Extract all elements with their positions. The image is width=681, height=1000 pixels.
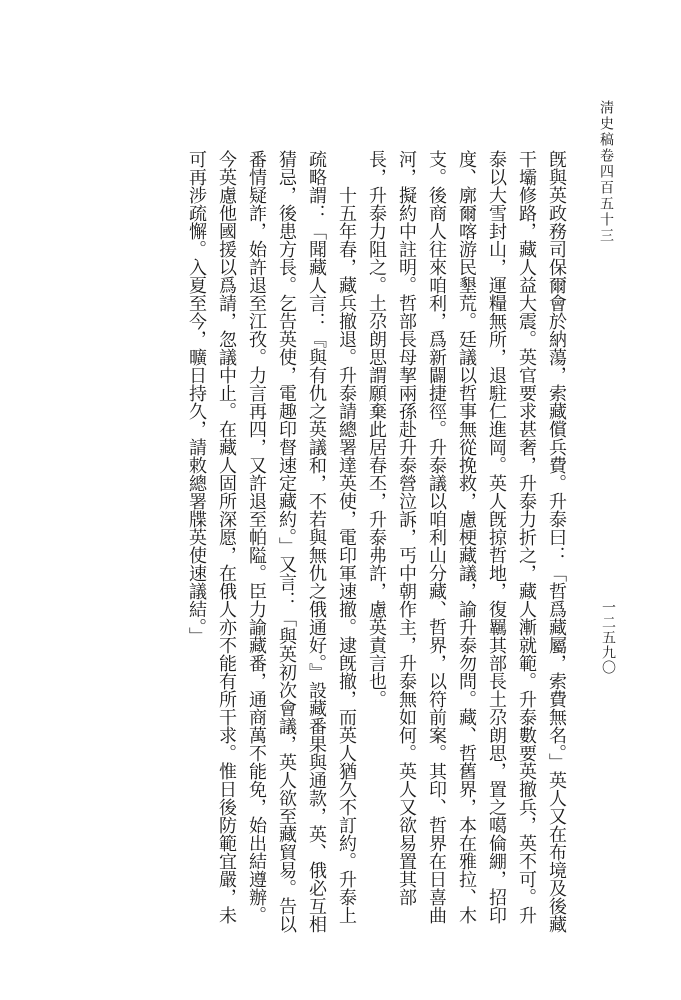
paragraph: 旣與英政務司保爾會於納蕩，索藏償兵費。升泰曰：「哲爲藏屬，索費無名。」英人又在布境及後藏干壩修路，藏人益大震。英官要求甚奢，升泰力折之，藏人漸就範。升泰數要英撤兵，英不可。升泰以大雪封山，運糧無所，退駐仁進岡。英人旣掠哲地，復羈其部長土尕朗思，置之噶倫綳，招印度、廓爾喀游民墾荒。廷議以哲事無從挽救，慮梗藏議，諭升泰勿問。藏、哲舊界，本在雅拉、木支。後商人往來咱利，爲新闢捷徑。升泰議以咱利山分藏、哲界，以符前案。其印、哲界在日喜曲河，擬約中註明。哲部長母挈兩孫赴升泰營泣訴，丐中朝作主，升泰無如何。英人又欲易置其部長，升泰力阻之。土尕朗思謂願棄此居春丕，升泰弗許，慮英責言也。 bbox=[366, 150, 567, 933]
body-text bbox=[91, 150, 571, 940]
running-header: 淸史稿卷四百五十三 bbox=[598, 100, 614, 244]
paragraph: 十五年春，藏兵撤退。升泰請總署達英使，電印軍速撤。逮旣撤，而英人猶久不訂約。升泰上疏略謂：「聞藏人言：『與有仇之英議和，不若與無仇之俄通好。』設藏番果與通款，英、俄必互相猜忌，後患方長。乞告英使，電趣印督速定藏約。」又言：「與英初次會議，英人欲至藏貿易。告以番情疑詐，始許退至江孜。力言再四，又許退至帕隘。臣力諭藏番，通商萬不能免，始出結遵辦。今英慮他國援以爲請，忽議中止。在藏人固所深愿，在俄人亦不能有所干求。惟日後防範宜嚴，未可再涉疏懈。入夏至今，曠日持久，請敕總署牒英使速議結。」 bbox=[186, 150, 357, 933]
page-number: 一二五九〇 bbox=[600, 600, 616, 675]
